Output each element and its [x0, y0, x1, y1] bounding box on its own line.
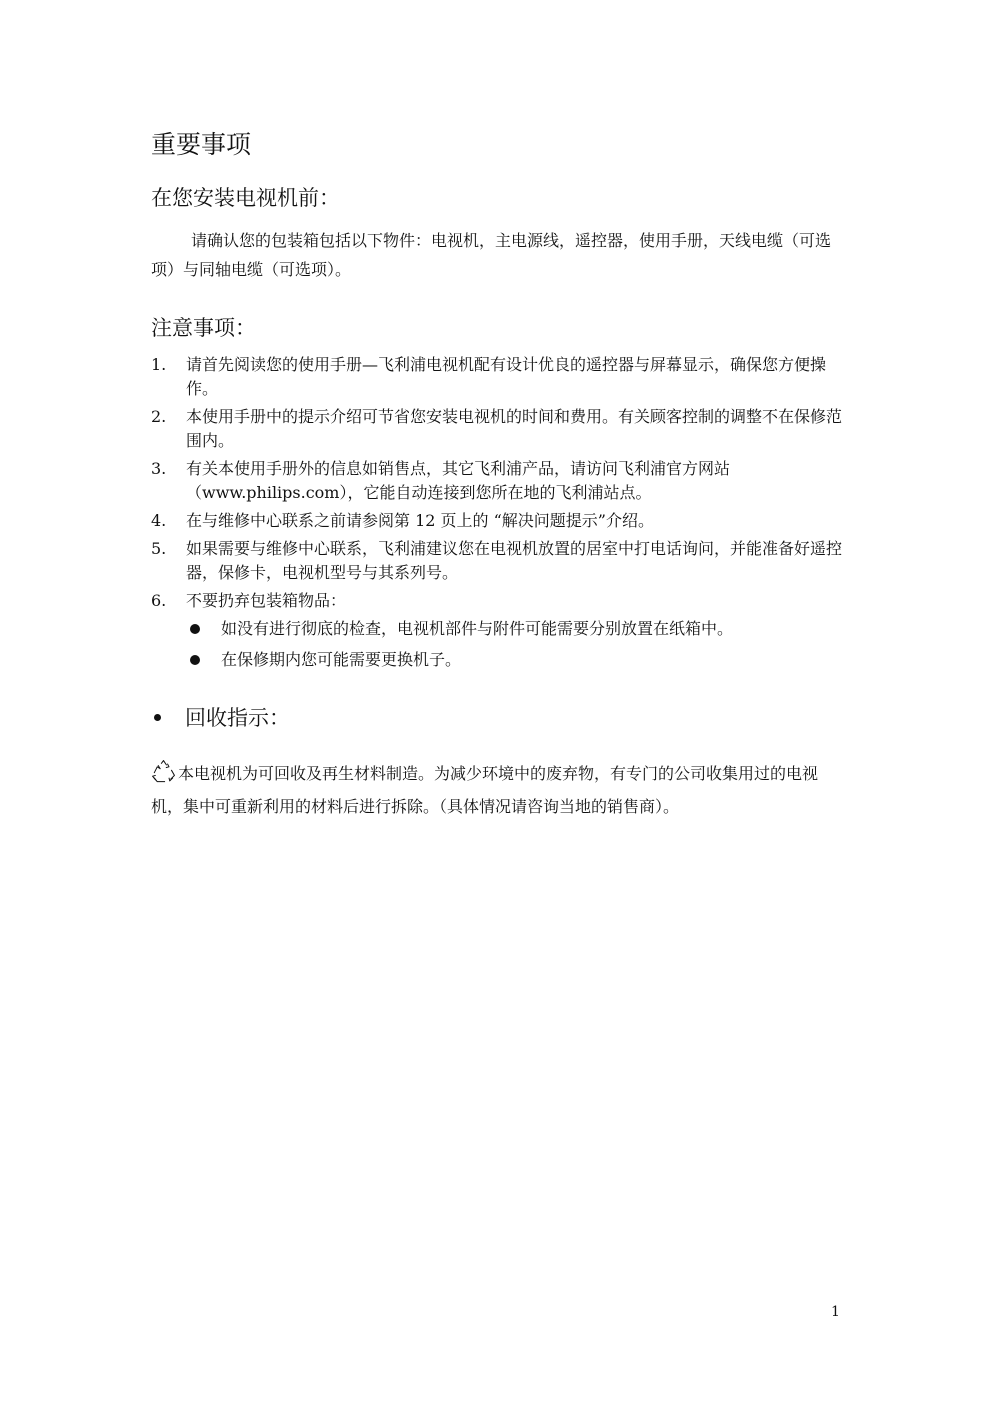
bullet-icon [190, 624, 200, 634]
packaging-sublist [186, 617, 843, 672]
list-item-text: 在与维修中心联系之前请参阅第 12 页上的 “解决问题提示”介绍。 [186, 511, 654, 530]
sublist-item [186, 648, 843, 672]
list-item-number: 6. [151, 591, 167, 610]
notes-list [151, 353, 843, 679]
list-item [151, 537, 843, 585]
list-item [151, 509, 843, 533]
before-install-text: 请确认您的包装箱包括以下物件：电视机，主电源线，遥控器，使用手册，天线电缆（可选项）与同轴电缆（可选项）。 [151, 231, 832, 279]
list-item-number: 4. [151, 511, 167, 530]
list-item-number: 1. [151, 355, 167, 374]
list-item-text: 不要扔弃包装箱物品： [186, 591, 347, 610]
page-title: 重要事项 [151, 130, 252, 159]
list-item-number: 3. [151, 459, 167, 478]
recycling-heading-row [151, 703, 290, 733]
list-item [151, 353, 843, 401]
notes-heading: 注意事项： [151, 316, 256, 340]
list-item [151, 405, 843, 453]
recycling-text: 本电视机为可回收及再生材料制造。为减少环境中的废弃物，有专门的公司收集用过的电视机，集中可重新利用的材料后进行拆除。（具体情况请咨询当地的销售商）。 [151, 764, 819, 816]
bullet-icon [154, 714, 161, 721]
recycling-heading: 回收指示： [185, 706, 290, 730]
bullet-icon [190, 655, 200, 665]
list-item [151, 457, 843, 505]
recycling-paragraph [151, 757, 843, 823]
list-item-text: 如果需要与维修中心联系，飞利浦建议您在电视机放置的居室中打电话询问，并能准备好遥控器，保修卡，电视机型号与其系列号。 [186, 539, 843, 582]
list-item-number: 5. [151, 539, 167, 558]
list-item-text: 本使用手册中的提示介绍可节省您安装电视机的时间和费用。有关顾客控制的调整不在保修范围内。 [186, 407, 843, 450]
list-item-number: 2. [151, 407, 167, 426]
recycle-icon [151, 759, 176, 784]
sublist-item-text: 在保修期内您可能需要更换机子。 [221, 650, 462, 669]
before-install-heading: 在您安装电视机前： [151, 186, 340, 210]
list-item [151, 589, 843, 672]
sublist-item [186, 617, 843, 641]
list-item-text: 请首先阅读您的使用手册—飞利浦电视机配有设计优良的遥控器与屏幕显示，确保您方便操作。 [186, 355, 827, 398]
page-number: 1 [831, 1304, 840, 1320]
list-item-text: 有关本使用手册外的信息如销售点，其它飞利浦产品，请访问飞利浦官方网站（www.philips.com），它能自动连接到您所在地的飞利浦站点。 [186, 459, 731, 502]
sublist-item-text: 如没有进行彻底的检查，电视机部件与附件可能需要分别放置在纸箱中。 [221, 619, 734, 638]
